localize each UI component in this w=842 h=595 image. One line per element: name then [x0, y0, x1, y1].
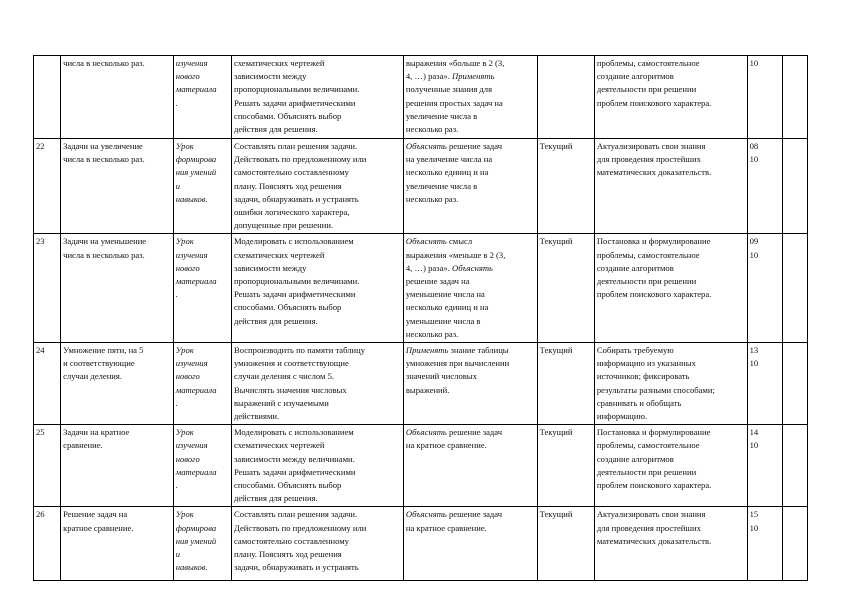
empty-cell	[782, 507, 807, 581]
cell-line	[406, 140, 535, 153]
cell-line: деятельности при решении	[596, 276, 697, 287]
cell-line: .	[175, 480, 178, 491]
date-cell	[747, 343, 782, 425]
cell-line	[406, 522, 535, 535]
cell-line: нового	[175, 71, 200, 82]
student-activity-cell	[232, 343, 404, 425]
cell-line: способами. Объяснять выбор	[234, 302, 342, 313]
cell-line: нового	[175, 262, 200, 273]
cell-line: числа в несколько раз.	[63, 58, 145, 68]
cell-line: схематических чертежей	[234, 440, 325, 451]
emphasis-verb: Объяснять	[452, 262, 493, 273]
cell-line: Постановка и формулирование	[596, 236, 711, 247]
cell-line: умножения и соответствующие	[234, 358, 349, 369]
lesson-type-cell	[173, 425, 231, 507]
emphasis-verb: Объяснять	[405, 509, 447, 520]
student-activity-cell	[232, 425, 404, 507]
text-run: несколько единиц и на	[405, 167, 489, 178]
lesson-topic-cell	[61, 343, 174, 425]
cell-line: 10	[749, 522, 759, 533]
cell-line	[406, 439, 535, 452]
emphasis-verb: Объяснять	[405, 141, 447, 151]
lesson-topic-cell	[61, 234, 174, 343]
text-run: уменьшение числа в	[405, 315, 481, 326]
cell-line: математических доказательств.	[596, 167, 712, 178]
cell-line: Задачи на уменьшение	[63, 236, 147, 247]
cell-line: 15	[749, 509, 759, 520]
cell-line	[406, 180, 535, 193]
cell-line: Актуализировать свои знания	[596, 509, 706, 520]
cell-line: пропорциональными величинами.	[234, 276, 360, 287]
cell-line: проблемы, самостоятельное	[596, 440, 700, 451]
lesson-type-cell	[173, 139, 231, 234]
cell-line: Решение задач на	[63, 509, 128, 520]
cell-line: действия для решения.	[234, 124, 318, 135]
table-row	[34, 56, 808, 139]
cell-line: проблем поискового характера.	[596, 97, 712, 108]
cell-line	[406, 275, 535, 288]
cell-line: зависимости между величинами.	[234, 453, 355, 464]
cell-line: для проведения простейших	[596, 522, 701, 533]
text-run: на кратное сравнение.	[405, 522, 487, 533]
cell-line: проблем поискового характера.	[596, 289, 712, 300]
cell-line: Задачи на кратное	[63, 427, 130, 438]
cell-line: Умножение пяти, на 5	[63, 345, 144, 356]
cell-line: создание алгоритмов	[596, 453, 674, 464]
cell-line: плану. Пояснять ход решения	[234, 549, 342, 560]
text-run: выражения «больше в 2 (3,	[405, 58, 505, 68]
control-type-cell: Текущий	[537, 234, 594, 343]
emphasis-verb: Применять	[452, 71, 495, 82]
cell-line: изучения	[175, 58, 208, 68]
cell-line: Вычислять значения числовых	[234, 384, 347, 395]
text-run: решение задач	[446, 427, 503, 438]
cell-line: Решать задачи арифметическими	[234, 466, 356, 477]
control-type-cell: Текущий	[537, 507, 594, 581]
cell-line: для проведения простейших	[596, 154, 701, 165]
cell-line: Актуализировать свои знания	[596, 141, 706, 151]
table-row	[34, 343, 808, 425]
cell-line: случаи деления с числом 5.	[234, 371, 335, 382]
cell-line: выражений с изучаемыми	[234, 397, 329, 408]
cell-line: материала	[175, 466, 217, 477]
planned-results-cell	[403, 234, 537, 343]
lesson-number-cell: 22	[34, 139, 61, 234]
table-row	[34, 234, 808, 343]
cell-line: создание алгоритмов	[596, 262, 674, 273]
text-run: полученные знания для	[405, 84, 493, 95]
control-type-cell	[537, 56, 594, 139]
cell-line	[406, 249, 535, 262]
cell-line: Моделировать с использованием	[234, 427, 354, 438]
control-type-cell: Текущий	[537, 343, 594, 425]
lesson-plan-body	[34, 56, 808, 581]
cell-line: формирова	[175, 154, 217, 165]
cell-line: Урок	[175, 427, 194, 438]
cell-line: изучения	[175, 440, 208, 451]
cell-line: материала	[175, 384, 217, 395]
empty-cell	[782, 56, 807, 139]
text-run: несколько раз.	[405, 193, 459, 204]
lesson-topic-cell	[61, 139, 174, 234]
cell-line: навыков.	[175, 193, 208, 204]
cell-line: пропорциональными величинами.	[234, 84, 360, 95]
cell-line: создание алгоритмов	[596, 71, 674, 82]
cell-line: задачи, обнаруживать и устранять	[234, 193, 359, 204]
cell-line: результаты разными способами;	[596, 384, 715, 395]
planned-results-cell	[403, 139, 537, 234]
cell-line: действиями.	[234, 411, 280, 422]
cell-line: зависимости между	[234, 71, 307, 82]
cell-line	[406, 508, 535, 521]
date-cell	[747, 507, 782, 581]
lesson-number-cell: 24	[34, 343, 61, 425]
date-cell	[747, 56, 782, 139]
cell-line: нового	[175, 453, 200, 464]
cell-line: Урок	[175, 236, 194, 247]
cell-line	[406, 123, 535, 136]
cell-line	[406, 57, 535, 70]
text-run: решения простых задач на	[405, 97, 503, 108]
cell-line: формирова	[175, 522, 217, 533]
cell-line: числа в несколько раз.	[63, 249, 145, 260]
cell-line: 09	[749, 236, 759, 247]
table-row	[34, 507, 808, 581]
text-run: решение задач	[446, 509, 503, 520]
cell-line: задачи, обнаруживать и устранять	[234, 562, 359, 573]
lesson-topic-cell	[61, 56, 174, 139]
cell-line: .	[175, 397, 178, 408]
cell-line: 10	[749, 249, 759, 260]
cell-line	[406, 370, 535, 383]
student-activity-cell	[232, 507, 404, 581]
cell-line	[406, 193, 535, 206]
cell-line	[406, 315, 535, 328]
text-run: на увеличение числа на	[405, 154, 493, 165]
text-run: решение задач	[446, 141, 503, 151]
lesson-type-cell	[173, 56, 231, 139]
lesson-topic-cell	[61, 507, 174, 581]
cell-line: 10	[749, 358, 759, 369]
emphasis-verb: Применять	[405, 345, 449, 356]
planned-results-cell	[403, 56, 537, 139]
cell-line: кратное сравнение.	[63, 522, 134, 533]
text-run: решение задач на	[405, 276, 470, 287]
date-cell	[747, 234, 782, 343]
uud-skills-cell	[594, 343, 747, 425]
cell-line	[406, 288, 535, 301]
cell-line: и соответствующие	[63, 358, 135, 369]
uud-skills-cell	[594, 507, 747, 581]
table-row	[34, 425, 808, 507]
cell-line	[406, 110, 535, 123]
cell-line	[406, 83, 535, 96]
cell-line	[406, 426, 535, 439]
emphasis-verb: Объяснять	[405, 427, 447, 438]
cell-line: проблемы, самостоятельное	[596, 249, 700, 260]
cell-line: Составлять план решения задачи.	[234, 509, 358, 520]
cell-line: 13	[749, 345, 759, 356]
cell-line: Постановка и формулирование	[596, 427, 711, 438]
cell-line: информацию.	[596, 411, 648, 422]
cell-line: ния умений	[175, 167, 217, 178]
cell-line: проблемы, самостоятельное	[596, 58, 700, 68]
text-run: смысл	[446, 236, 473, 247]
cell-line: случаи деления.	[63, 371, 122, 382]
cell-line: Задачи на увеличение	[63, 141, 143, 151]
table-row	[34, 139, 808, 234]
lesson-type-cell	[173, 234, 231, 343]
uud-skills-cell	[594, 139, 747, 234]
cell-line: источников; фиксировать	[596, 371, 690, 382]
text-run: выражения «меньше в 2 (3,	[405, 249, 506, 260]
cell-line: .	[175, 97, 178, 108]
cell-line: и	[175, 549, 180, 560]
cell-line: 10	[749, 440, 759, 451]
cell-line: 08	[749, 141, 759, 151]
cell-line	[406, 97, 535, 110]
empty-cell	[782, 234, 807, 343]
lesson-number-cell: 26	[34, 507, 61, 581]
cell-line	[406, 384, 535, 397]
cell-line	[406, 344, 535, 357]
cell-line: способами. Объяснять выбор	[234, 110, 342, 121]
planned-results-cell	[403, 425, 537, 507]
planned-results-cell	[403, 343, 537, 425]
cell-line: Урок	[175, 345, 194, 356]
lesson-type-cell	[173, 507, 231, 581]
cell-line	[406, 153, 535, 166]
cell-line: Решать задачи арифметическими	[234, 289, 356, 300]
cell-line	[406, 262, 535, 275]
control-type-cell: Текущий	[537, 425, 594, 507]
cell-line: .	[175, 289, 178, 300]
text-run: на кратное сравнение.	[405, 440, 487, 451]
text-run: умножения при вычислении	[405, 358, 510, 369]
lesson-topic-cell	[61, 425, 174, 507]
cell-line: самостоятельно составленному	[234, 535, 349, 546]
cell-line: схематических чертежей	[234, 249, 325, 260]
cell-line: сравнение.	[63, 440, 103, 451]
text-run: несколько единиц и на	[405, 302, 489, 313]
text-run: уменьшение числа на	[405, 289, 485, 300]
cell-line: изучения	[175, 249, 208, 260]
cell-line: Действовать по предложенному или	[234, 154, 367, 165]
date-cell	[747, 425, 782, 507]
uud-skills-cell	[594, 56, 747, 139]
text-run: выражений.	[405, 384, 450, 395]
cell-line	[406, 235, 535, 248]
cell-line: Составлять план решения задачи.	[234, 141, 358, 151]
lesson-number-cell: 23	[34, 234, 61, 343]
cell-line: математических доказательств.	[596, 535, 712, 546]
cell-line: Решать задачи арифметическими	[234, 97, 356, 108]
empty-cell	[782, 343, 807, 425]
empty-cell	[782, 139, 807, 234]
cell-line	[406, 166, 535, 179]
cell-line: деятельности при решении	[596, 466, 697, 477]
cell-line: самостоятельно составленному	[234, 167, 349, 178]
cell-line: информацию из указанных	[596, 358, 696, 369]
lesson-type-cell	[173, 343, 231, 425]
cell-line: плану. Пояснять ход решения	[234, 180, 342, 191]
uud-skills-cell	[594, 425, 747, 507]
text-run: несколько раз.	[405, 124, 459, 135]
cell-line: 10	[749, 154, 759, 165]
cell-line: зависимости между	[234, 262, 307, 273]
student-activity-cell	[232, 139, 404, 234]
text-run: значений числовых	[405, 371, 477, 382]
cell-line: деятельности при решении	[596, 84, 697, 95]
cell-line: Моделировать с использованием	[234, 236, 354, 247]
cell-line: 14	[749, 427, 759, 438]
lesson-number-cell	[34, 56, 61, 139]
cell-line: 10	[749, 58, 759, 68]
cell-line: действия для решения.	[234, 493, 318, 504]
text-run: 4, …) раза».	[405, 262, 452, 273]
text-run: увеличение числа в	[405, 180, 478, 191]
cell-line	[406, 328, 535, 341]
cell-line: действия для решения.	[234, 315, 318, 326]
student-activity-cell	[232, 56, 404, 139]
planned-results-cell	[403, 507, 537, 581]
cell-line: ошибки логического характера,	[234, 207, 350, 218]
cell-line: схематических чертежей	[234, 58, 325, 68]
cell-line: Собирать требуемую	[596, 345, 674, 356]
cell-line: изучения	[175, 358, 208, 369]
text-run: несколько раз.	[405, 328, 459, 339]
lesson-number-cell: 25	[34, 425, 61, 507]
cell-line: навыков.	[175, 562, 208, 573]
cell-line: способами. Объяснять выбор	[234, 480, 342, 491]
cell-line: Действовать по предложенному или	[234, 522, 367, 533]
lesson-plan-table	[33, 55, 808, 581]
cell-line: Урок	[175, 141, 194, 151]
cell-line: Урок	[175, 509, 194, 520]
text-run: 4, …) раза».	[405, 71, 452, 82]
cell-line: и	[175, 180, 180, 191]
empty-cell	[782, 425, 807, 507]
cell-line: числа в несколько раз.	[63, 154, 145, 165]
cell-line: проблем поискового характера.	[596, 480, 712, 491]
date-cell	[747, 139, 782, 234]
student-activity-cell	[232, 234, 404, 343]
cell-line: нового	[175, 371, 200, 382]
text-run: увеличение числа в	[405, 110, 478, 121]
cell-line: сравнивать и обобщать	[596, 397, 682, 408]
cell-line: материала	[175, 276, 217, 287]
uud-skills-cell	[594, 234, 747, 343]
cell-line: допущенные при решении.	[234, 220, 334, 231]
cell-line	[406, 301, 535, 314]
cell-line	[406, 70, 535, 83]
emphasis-verb: Объяснять	[405, 236, 447, 247]
cell-line: ния умений	[175, 535, 217, 546]
text-run: знание таблицы	[448, 345, 509, 356]
cell-line: материала	[175, 84, 217, 95]
control-type-cell: Текущий	[537, 139, 594, 234]
cell-line: Воспроизводить по памяти таблицу	[234, 345, 366, 356]
cell-line	[406, 357, 535, 370]
